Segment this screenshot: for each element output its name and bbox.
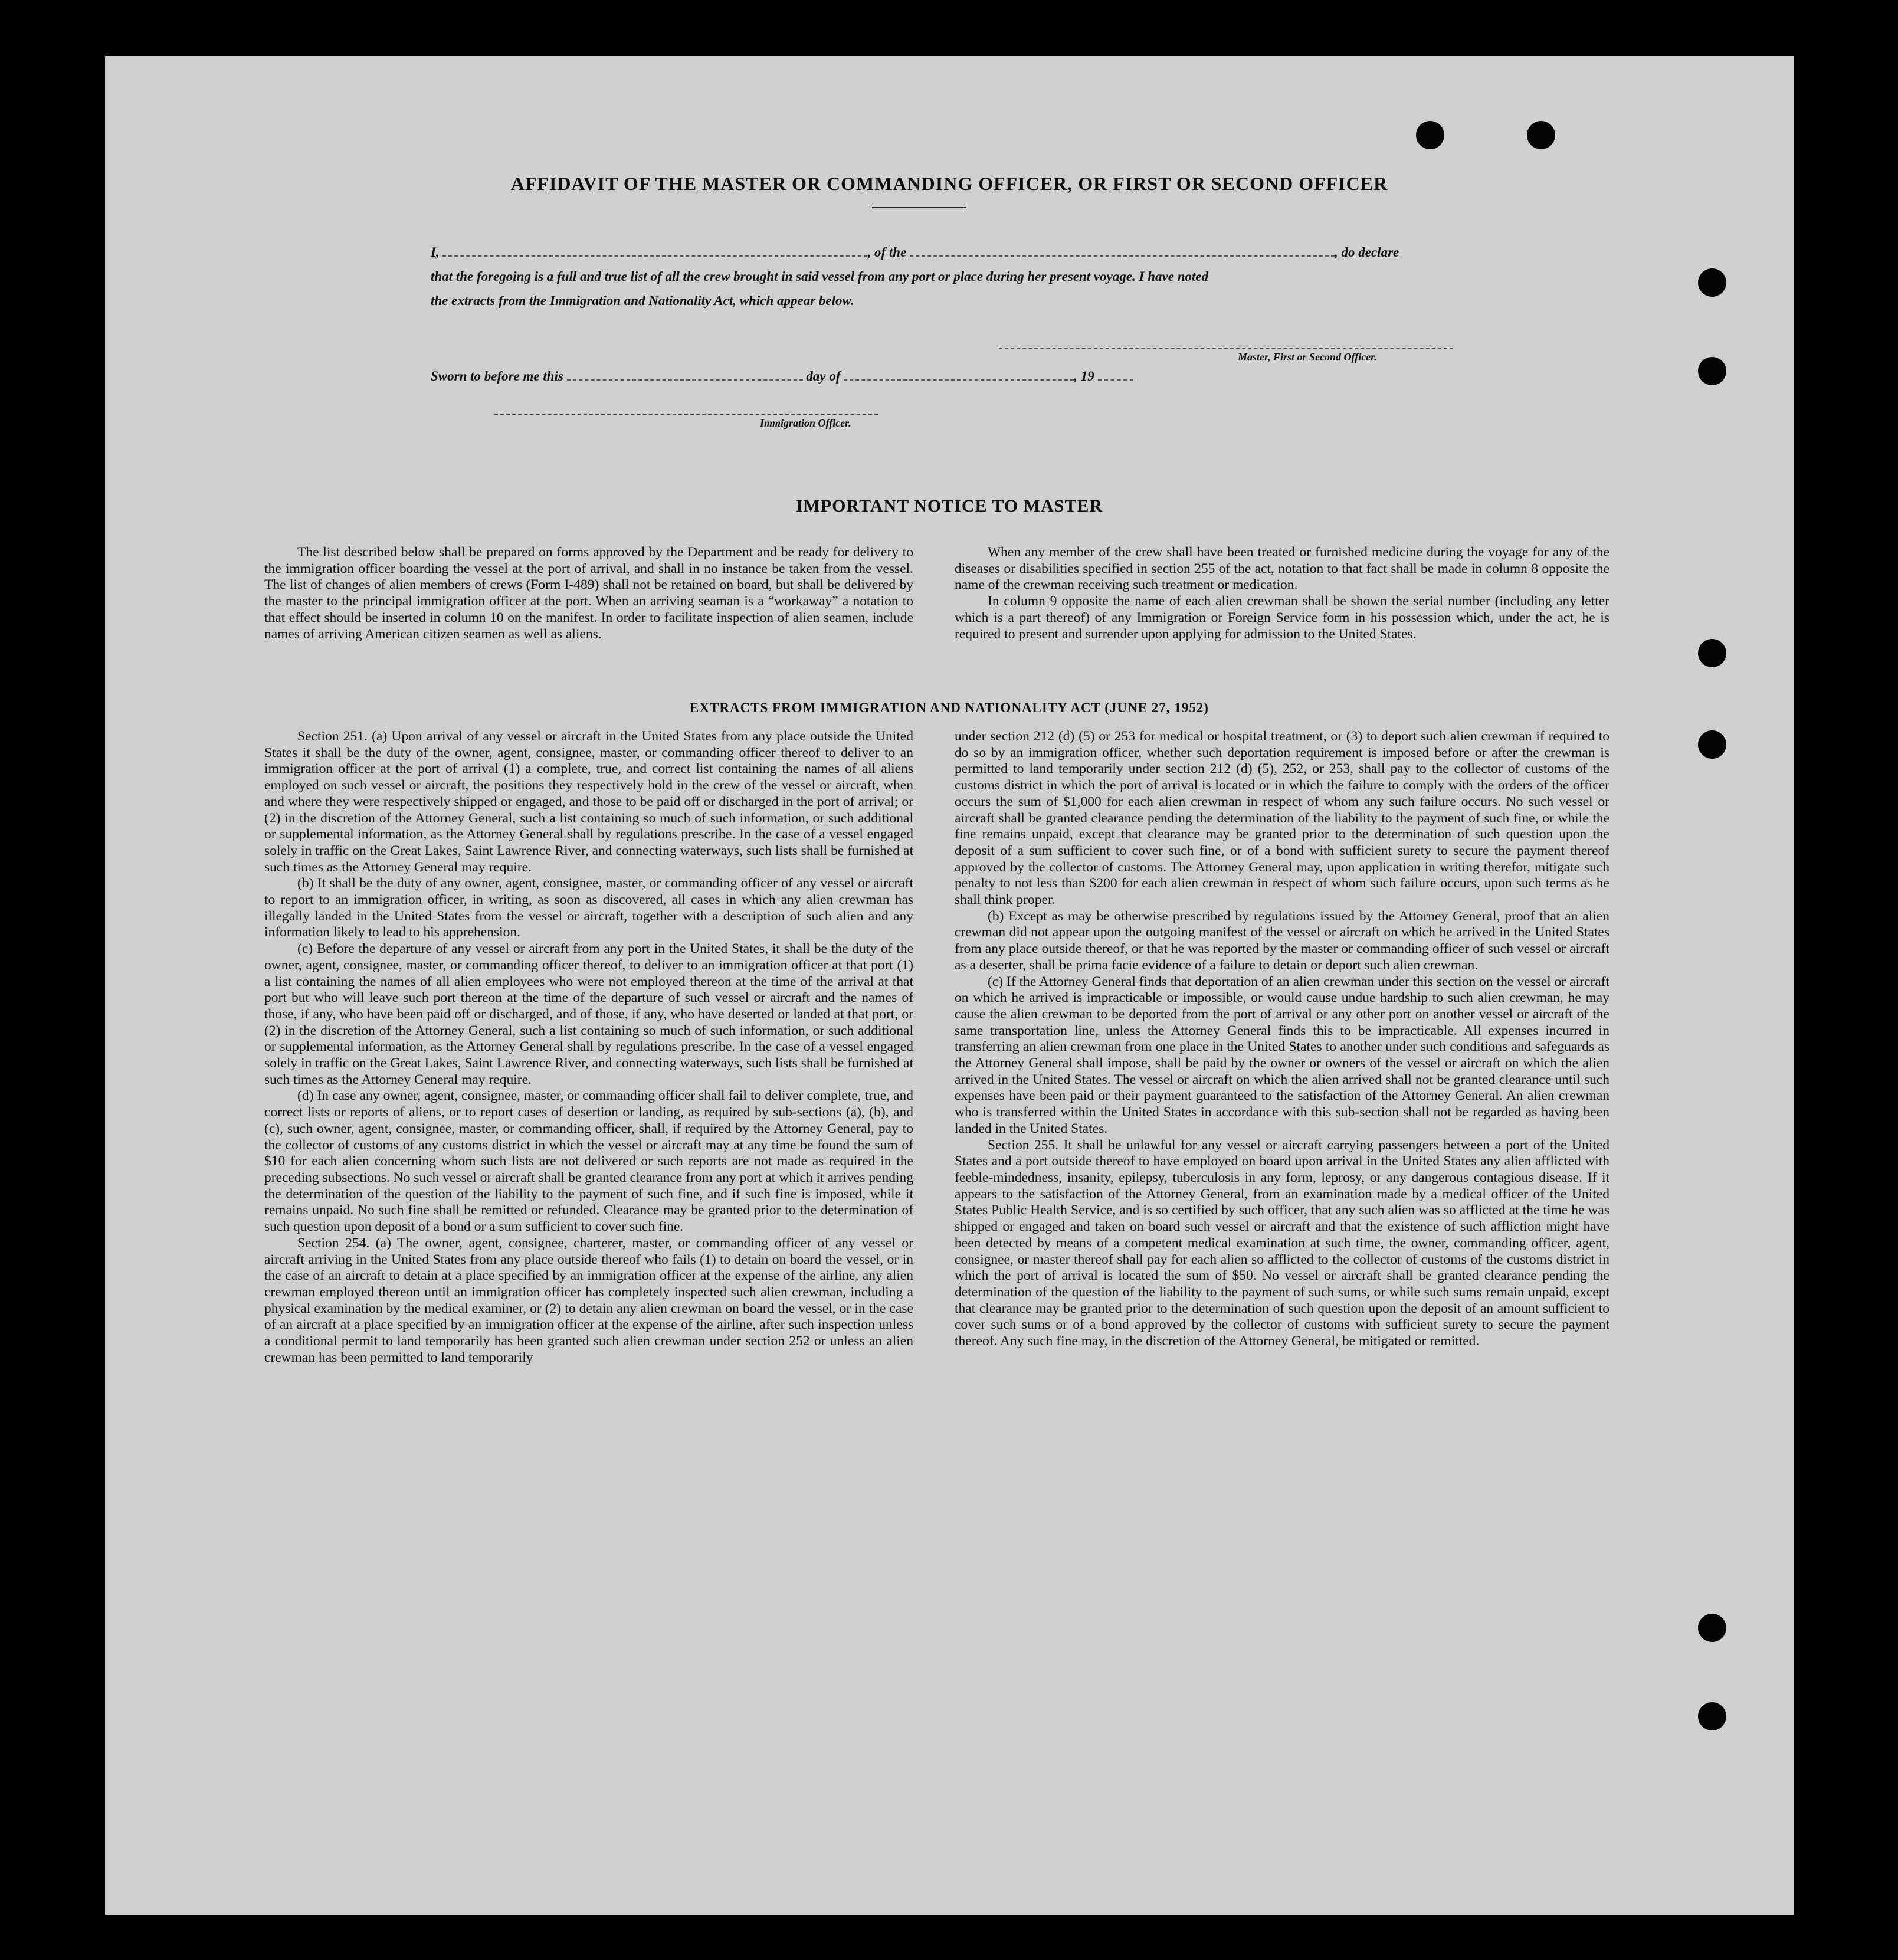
section-paragraph: Section 254. (a) The owner, agent, consignee, charterer, master, or commanding officer of any vessel or aircraft arriving in the United States from any place outside thereof who fails (1) to detain on board the vessel, or in the case of an aircraft to detain at a place specified by an immigration officer at the expense of the airline, any alien crewman employed thereon until an immigration officer has completely inspected such alien crewman, including a physical examination by the medical examiner, or (2) to detain any alien crewman on board the vessel, or in the case of an aircraft at a place specified by an immigration officer at the expense of the airline, after such inspection unless a conditional permit to land temporarily has been granted such alien crewman under section 252 or unless an alien crewman has been permitted to land temporarily	[264, 1235, 913, 1365]
declaration-fill-line	[431, 240, 1561, 264]
sworn-month-field[interactable]	[844, 371, 1074, 381]
title-rule	[872, 207, 966, 208]
section-paragraph: (d) In case any owner, agent, consignee, master, or commanding officer shall fail to deliver complete, true, and correct lists or reports of aliens, or to report cases of desertion or landing, as required by sub-sections (a), (b), and (c), such owner, agent, consignee, master, or commanding officer, shall, if required by the Attorney General, pay to the collector of customs of any customs district in which the vessel or aircraft may at any time be found the sum of $10 for each alien concerning whom such lists are not delivered or such reports are not made as required in the preceding subsections. No such vessel or aircraft shall be granted clearance from any port at which it arrives pending the determination of the question of the liability to the payment of such fine, and if such fine is imposed, while it remains unpaid. No such fine shall be remitted or refunded. Clearance may be granted prior to the determination of such question upon deposit of a bond or a sum sufficient to cover such fine.	[264, 1088, 913, 1235]
section-paragraph: Section 255. It shall be unlawful for any vessel or aircraft carrying passengers between a port of the United States and a port outside thereof to have employed on board upon arrival in the United States any alien afflicted with feeble-mindedness, insanity, epilepsy, tuberculosis in any form, leprosy, or any dangerous contagious disease. If it appears to the satisfaction of the Attorney General, from an examination made by a medical officer of the United States Public Health Service, and is so certified by such officer, that any such alien was so afflicted at the time he was shipped or engaged and taken on board such vessel or aircraft and that the existence of such affliction might have been detected by means of a competent medical examination at such time, the owner, commanding officer, agent, consignee, or master thereof shall pay for each alien so afflicted to the collector of customs of the customs district in which the port of arrival is located the sum of $50. No vessel or aircraft shall be granted clearance pending the determination of the question of the liability to the payment of such sums, or while such sums remain unpaid, except that clearance may be granted prior to the determination of such question upon the deposit of an amount sufficient to cover such sums or of a bond approved by the collector of customs with sufficient surety to secure the payment thereof. Any such fine may, in the discretion of the Attorney General, be mitigated or remitted.	[955, 1137, 1609, 1349]
i-label: I,	[431, 245, 440, 260]
declaration	[431, 240, 1561, 313]
name-field[interactable]	[442, 247, 867, 257]
punch-hole	[1698, 730, 1726, 759]
section-paragraph: (c) If the Attorney General finds that deportation of an alien crewman under this section on the vessel or aircraft on which he arrived is impracticable or impossible, or would cause undue hardship to such alien crewman, he may cause the alien crewman to be deported from the port of arrival or any other port on another vessel or aircraft of the same transportation line, unless the Attorney General finds this to be impracticable. All expenses incurred in transferring an alien crewman from one place in the United States to another under such conditions and safeguards as the Attorney General shall impose, shall be paid by the owner or owners of the vessel or aircraft on which the alien arrived in the United States. The vessel or aircraft on which the alien arrived shall not be granted clearance until such expenses have been paid or their payment guaranteed to the satisfaction of the Attorney General. An alien crewman who is transferred within the United States in accordance with this sub-section shall not be regarded as having been landed in the United States.	[955, 974, 1609, 1136]
vessel-field[interactable]	[910, 247, 1335, 257]
notice-paragraph: In column 9 opposite the name of each alien crewman shall be shown the serial number (including any letter which is a part thereof) of any Immigration or Foreign Service form in his possession which, under the act, he is required to present and surrender upon applying for admission to the United States.	[955, 594, 1609, 642]
master-signature-line[interactable]	[999, 348, 1453, 349]
year-label: , 19	[1074, 369, 1094, 384]
punch-hole	[1698, 1702, 1726, 1730]
declaration-text-2: the extracts from the Immigration and Nationality Act, which appear below.	[431, 293, 854, 308]
punch-hole	[1698, 268, 1726, 297]
notice-left-column	[264, 545, 913, 643]
punch-hole	[1527, 121, 1555, 149]
document-page	[105, 56, 1794, 1915]
section-paragraph: (b) It shall be the duty of any owner, agent, consignee, master, or commanding officer of any vessel or aircraft to report to an immigration officer, in writing, as soon as discovered, all cases in which any alien crewman has illegally landed in the United States from the vessel or aircraft, together with a description of such alien and any information likely to lead to his apprehension.	[264, 876, 913, 940]
punch-hole	[1698, 1614, 1726, 1642]
section-paragraph: under section 212 (d) (5) or 253 for medical or hospital treatment, or (3) to deport such alien crewman if required to do so by an immigration officer, whether such deportation requirement is imposed before or after the crewman is permitted to land temporarily under section 212 (d) (5), 252, or 253, shall pay to the collector of customs of the customs district in which the port of arrival is located or in which the failure to comply with the orders of the officer occurs the sum of $1,000 for each alien crewman in respect of whom any such failure occurs. No such vessel or aircraft shall be granted clearance pending the determination of the liability to the payment of such fine, or while the fine remains unpaid, except that clearance may be granted prior to the determination of such question upon the deposit of a sum sufficient to cover such fine, or of a bond with sufficient surety to secure the payment thereof approved by the collector of customs. The Attorney General may, upon application in writing therefor, mitigate such penalty to not less than $200 for each alien crewman in respect of whom such failure occurs, upon such terms as he shall think proper.	[955, 729, 1609, 908]
extracts-left-column	[264, 729, 913, 1366]
section-paragraph: (c) Before the departure of any vessel or aircraft from any port in the United States, it shall be the duty of the owner, agent, consignee, master, or commanding officer thereof, to deliver to an immigration officer at that port (1) a list containing the names of all alien employees who were not employed thereon at the time of the arrival at that port but who will leave such port thereon at the time of the departure of such vessel or aircraft and the names of those, if any, who have been paid off or discharged, and of those, if any, who have deserted or landed at that port, or (2) in the discretion of the Attorney General, such a list containing so much of such information, or such additional or supplemental information, as the Attorney General shall by regulations prescribe. In the case of a vessel engaged solely in traffic on the Great Lakes, Saint Lawrence River, and connecting waterways, such lists shall be furnished at such times as the Attorney General may require.	[264, 941, 913, 1087]
sworn-year-field[interactable]	[1098, 371, 1133, 381]
notice-paragraph: When any member of the crew shall have been treated or furnished medicine during the voyage for any of the diseases or disabilities specified in section 255 of the act, notation to that fact shall be made in column 8 opposite the name of the crewman receiving such treatment or medication.	[955, 545, 1609, 593]
immigration-officer-signature-line[interactable]	[494, 414, 878, 415]
extracts-right-column	[955, 729, 1609, 1350]
notice-title: IMPORTANT NOTICE TO MASTER	[795, 496, 1103, 516]
notice-paragraph: The list described below shall be prepared on forms approved by the Department and be ready for delivery to the immigration officer boarding the vessel at the port of arrival, and shall in no instance be taken from the vessel. The list of changes of alien members of crews (Form I-489) shall not be retained on board, but shall be delivered by the master to the principal immigration officer at the port. When an arriving seaman is a “workaway” a notation to that effect should be inserted in column 10 on the manifest. In order to facilitate inspection of alien seamen, include names of arriving American citizen seamen as well as aliens.	[264, 545, 913, 642]
punch-hole	[1698, 357, 1726, 385]
sworn-day-field[interactable]	[567, 371, 803, 381]
extracts-title: EXTRACTS FROM IMMIGRATION AND NATIONALITY ACT (JUNE 27, 1952)	[690, 700, 1209, 715]
immigration-officer-label: Immigration Officer.	[760, 417, 851, 429]
section-paragraph: Section 251. (a) Upon arrival of any vessel or aircraft in the United States from any place outside the United States it shall be the duty of the owner, agent, consignee, master, or commanding officer thereof to deliver to an immigration officer at the port of arrival (1) a complete, true, and correct list containing the names of all aliens employed on such vessel or aircraft, the positions they respectively hold in the crew of the vessel or aircraft, when and where they were respectively shipped or engaged, and those to be paid off or discharged in the port of arrival; or (2) in the discretion of the Attorney General, such a list containing so much of such information, or such additional or supplemental information, as the Attorney General shall by regulations prescribe. In the case of a vessel engaged solely in traffic on the Great Lakes, Saint Lawrence River, and connecting waterways, such lists shall be furnished at such times as the Attorney General may require.	[264, 729, 913, 875]
master-signature-label: Master, First or Second Officer.	[1238, 351, 1377, 363]
punch-hole	[1416, 121, 1444, 149]
do-declare-label: , do declare	[1335, 245, 1399, 260]
sworn-line	[431, 369, 1133, 384]
declaration-text-1: that the foregoing is a full and true list of all the crew brought in said vessel from any port or place during her present voyage. I have noted	[431, 269, 1209, 284]
notice-right-column	[955, 545, 1609, 643]
day-of-label: day of	[806, 369, 841, 384]
affidavit-title: AFFIDAVIT OF THE MASTER OR COMMANDING OFFICER, OR FIRST OR SECOND OFFICER	[510, 173, 1388, 194]
sworn-label: Sworn to before me this	[431, 369, 563, 384]
of-the-label: , of the	[867, 245, 907, 260]
section-paragraph: (b) Except as may be otherwise prescribed by regulations issued by the Attorney General, proof that an alien crewman did not appear upon the outgoing manifest of the vessel or aircraft on which he arrived in the United States from any place outside thereof, or that he was reported by the master or commanding officer of such vessel or aircraft as a deserter, shall be prima facie evidence of a failure to detain or deport such alien crewman.	[955, 908, 1609, 973]
punch-hole	[1698, 639, 1726, 667]
